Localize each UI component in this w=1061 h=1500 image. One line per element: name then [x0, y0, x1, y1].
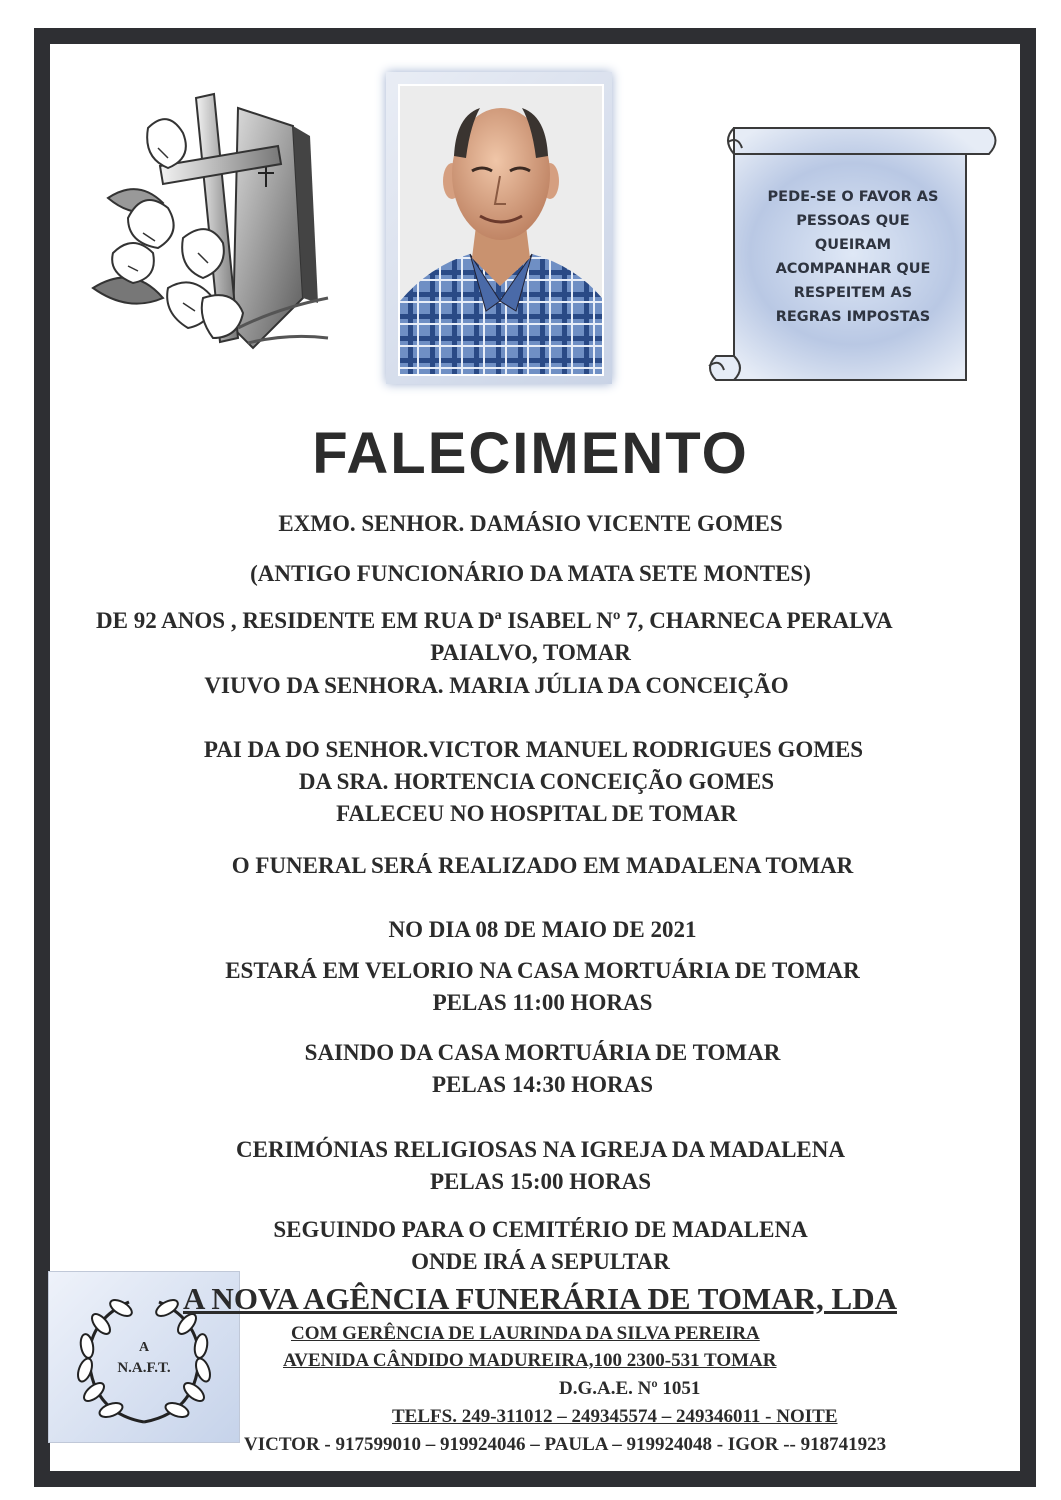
ceremony-line-1: CERIMÓNIAS RELIGIOSAS NA IGREJA DA MADALENA: [236, 1137, 845, 1162]
agency-management: COM GERÊNCIA DE LAURINDA DA SILVA PEREIRA: [291, 1323, 760, 1344]
leaving-line-2: PELAS 14:30 HORAS: [431, 1072, 654, 1097]
portrait-frame: [386, 72, 612, 384]
father-line-2: DA SRA. HORTENCIA CONCEIÇÃO GOMES: [298, 769, 775, 794]
agency-name: A NOVA AGÊNCIA FUNERÁRIA DE TOMAR, LDA: [183, 1281, 897, 1316]
wake-line-1: ESTARÁ EM VELORIO NA CASA MORTUÁRIA DE TOMAR: [225, 958, 860, 983]
logo-letter: A: [138, 1340, 150, 1355]
burial-line-1: SEGUINDO PARA O CEMITÉRIO DE MADALENA: [273, 1217, 808, 1242]
agency-phones: TELFS. 249-311012 – 249345574 – 249346011 - NOITE: [392, 1406, 838, 1427]
scroll-line: QUEIRAM: [814, 237, 892, 253]
scroll-line: REGRAS IMPOSTAS: [775, 309, 931, 325]
ceremony-line-2: PELAS 15:00 HORAS: [429, 1169, 652, 1194]
portrait-person-icon: [400, 86, 602, 374]
wake-line-2: PELAS 11:00 HORAS: [432, 990, 653, 1015]
scroll-line: RESPEITEM AS: [793, 285, 913, 301]
residence-line-2: PAIALVO, TOMAR: [430, 640, 631, 665]
residence-line-1: DE 92 ANOS , RESIDENTE EM RUA Dª ISABEL Nº 7, CHARNECA PERALVA: [96, 608, 893, 633]
scroll-line: PEDE-SE O FAVOR AS: [767, 189, 939, 205]
scroll-line: ACOMPANHAR QUE: [775, 261, 931, 277]
scroll-line: PESSOAS QUE: [796, 213, 910, 229]
logo-initials: N.A.F.T.: [117, 1360, 171, 1376]
cross-with-lilies-and-book-icon: [88, 88, 338, 378]
funeral-date: NO DIA 08 DE MAIO DE 2021: [388, 917, 697, 942]
page-title: FALECIMENTO: [312, 421, 749, 486]
funeral-place: O FUNERAL SERÁ REALIZADO EM MADALENA TOMAR: [231, 853, 854, 878]
burial-line-2: ONDE IRÁ A SEPULTAR: [411, 1249, 670, 1274]
died-at: FALECEU NO HOSPITAL DE TOMAR: [336, 801, 737, 826]
widower-line: VIUVO DA SENHORA. MARIA JÚLIA DA CONCEIÇÃO: [204, 673, 789, 698]
father-line-1: PAI DA DO SENHOR.VICTOR MANUEL RODRIGUES GOMES: [203, 737, 864, 762]
deceased-name: EXMO. SENHOR. DAMÁSIO VICENTE GOMES: [278, 511, 783, 536]
leaving-line-1: SAINDO DA CASA MORTUÁRIA DE TOMAR: [304, 1040, 781, 1065]
agency-night-contacts: VICTOR - 917599010 – 919924046 – PAULA – 919924048 - IGOR -- 918741923: [244, 1434, 887, 1455]
agency-license: D.G.A.E. Nº 1051: [559, 1378, 701, 1399]
portrait-photo: [398, 84, 604, 376]
scroll-message: [746, 185, 960, 329]
agency-address: AVENIDA CÂNDIDO MADUREIRA,100 2300-531 TOMAR: [283, 1350, 777, 1371]
former-job: (ANTIGO FUNCIONÁRIO DA MATA SETE MONTES): [250, 561, 811, 586]
